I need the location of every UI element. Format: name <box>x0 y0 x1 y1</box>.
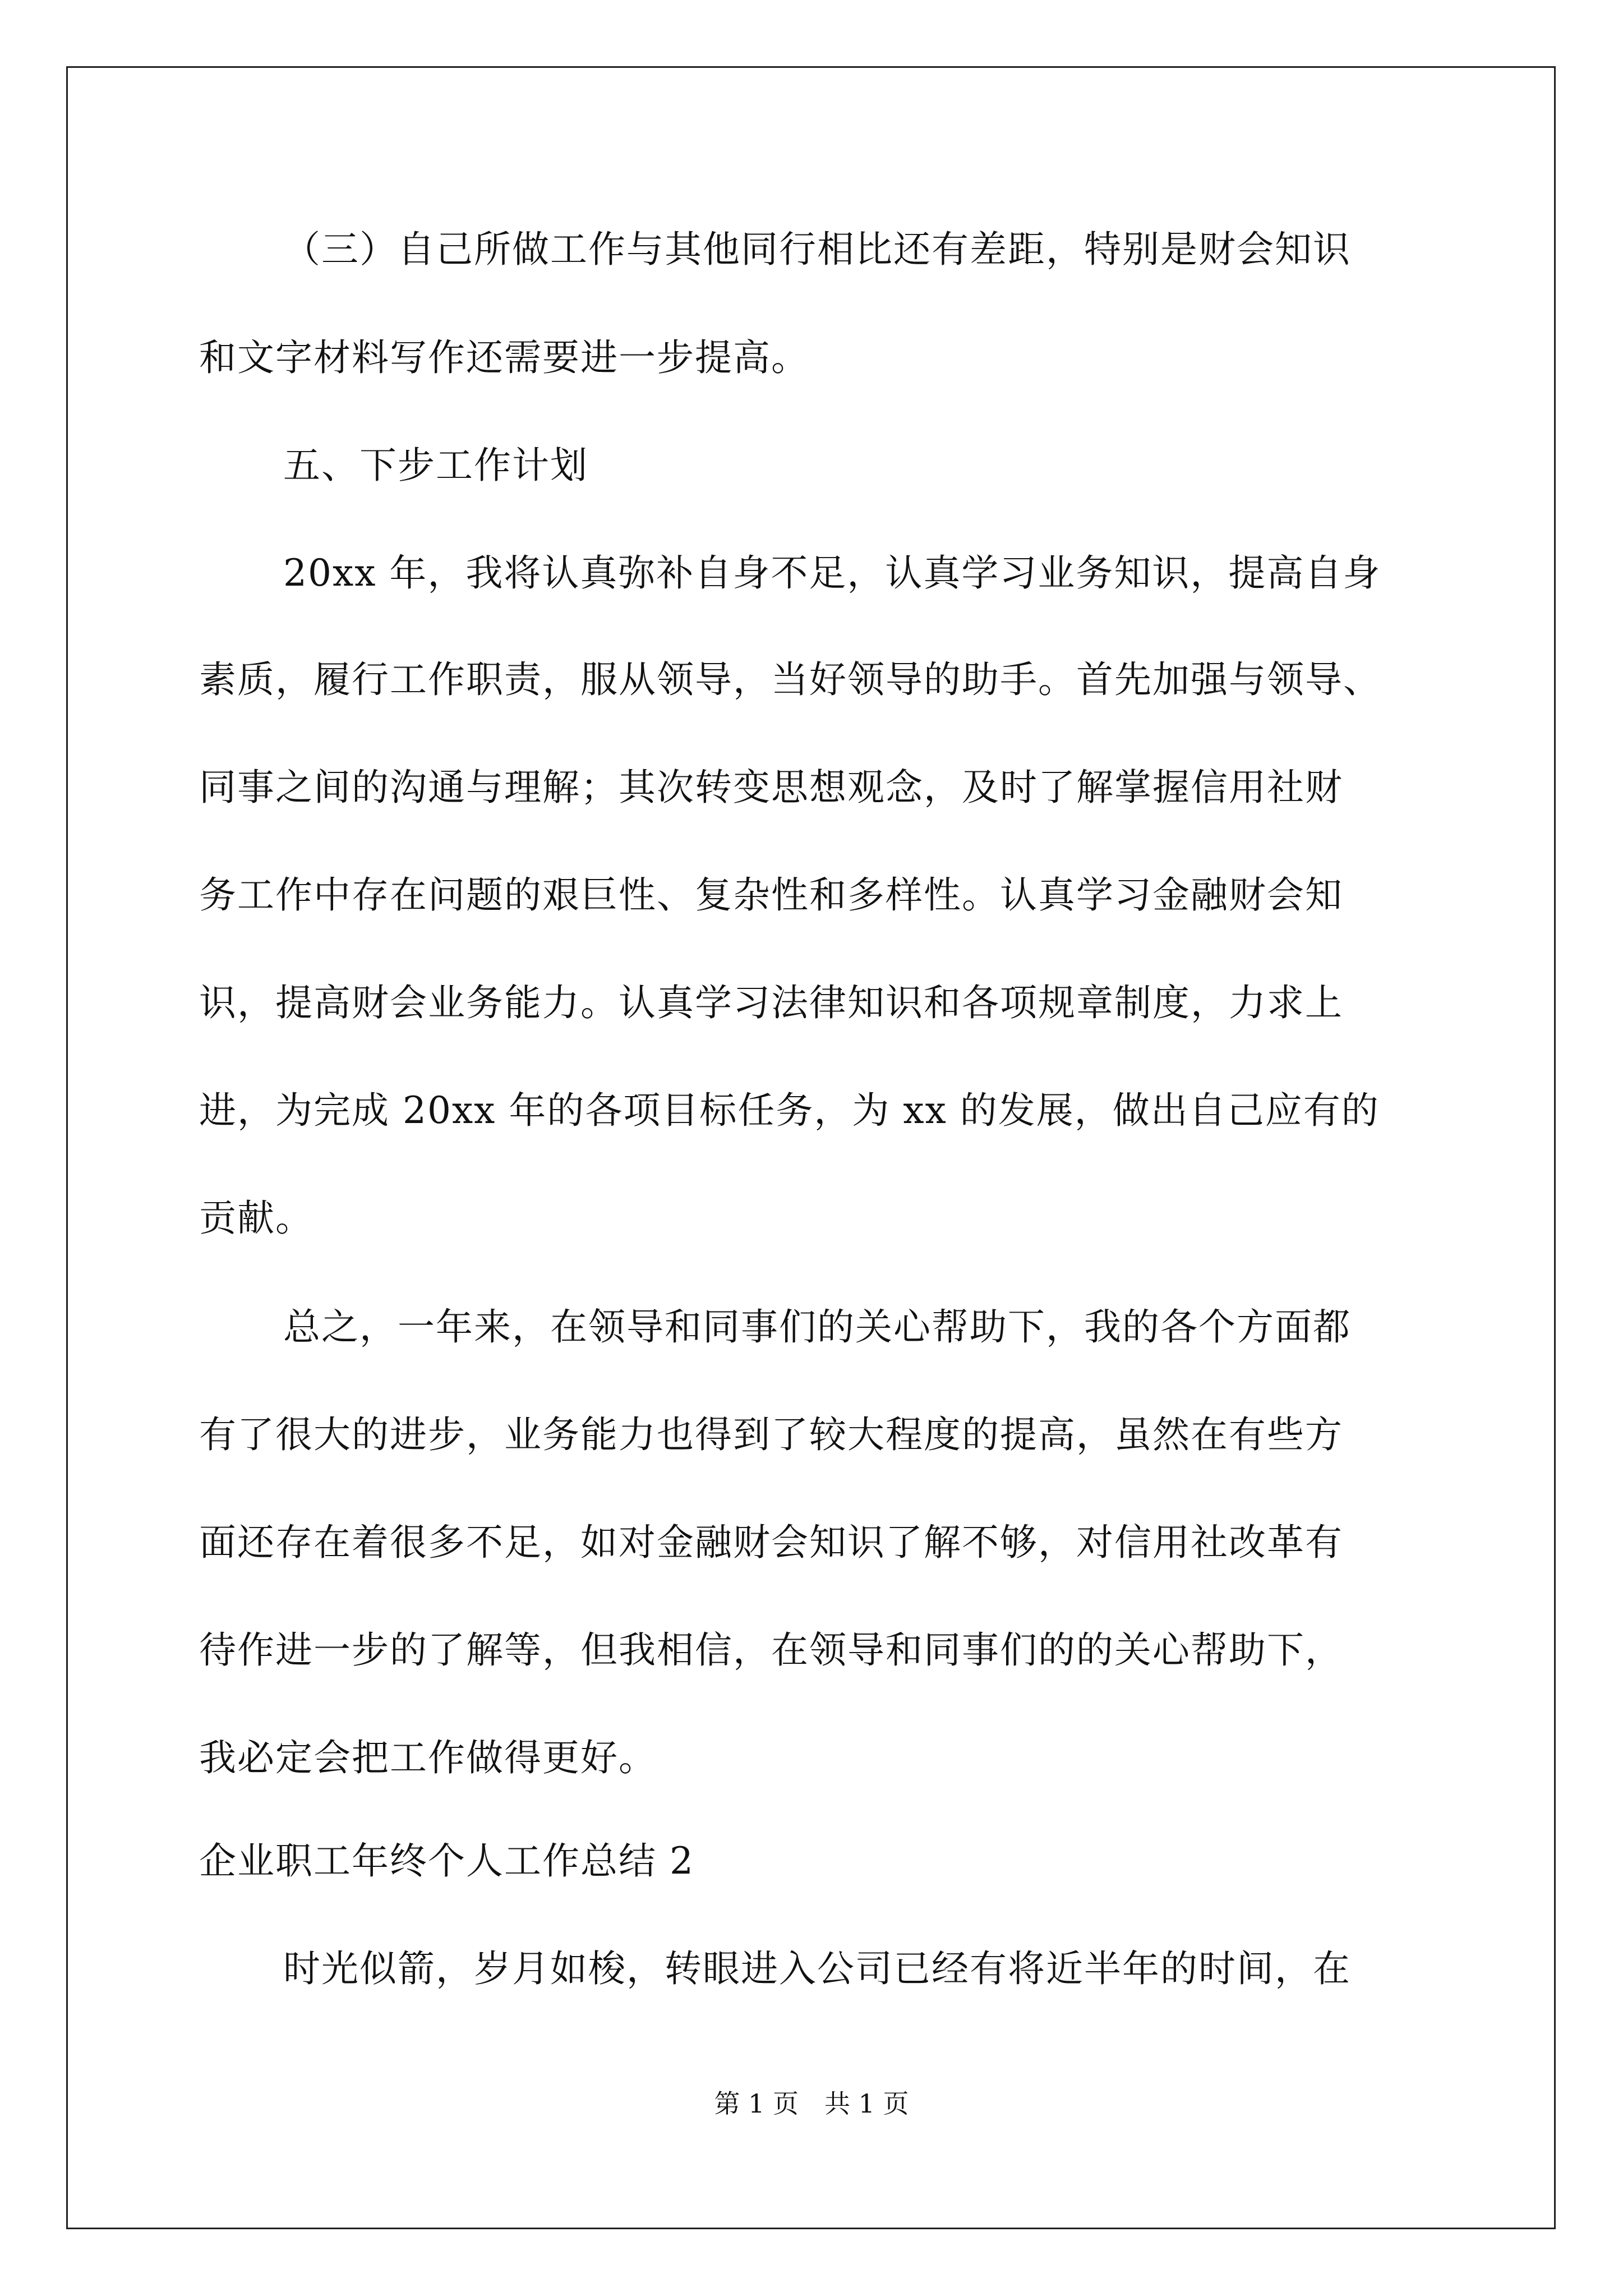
paragraph-line: 总之，一年来，在领导和同事们的关心帮助下，我的各个方面都 <box>283 1305 1351 1349</box>
paragraph-line: 贡献。 <box>199 1197 313 1240</box>
page-footer: 第 1 页 共 1 页 <box>714 2088 909 2119</box>
paragraph-line: 我必定会把工作做得更好。 <box>199 1736 657 1779</box>
section-heading: 五、下步工作计划 <box>283 444 588 487</box>
paragraph-line: 和文字材料写作还需要进一步提高。 <box>199 336 809 379</box>
page-border <box>66 66 1556 2229</box>
paragraph-line: 待作进一步的了解等，但我相信，在领导和同事们的的关心帮助下， <box>199 1628 1343 1672</box>
paragraph-line: 素质，履行工作职责，服从领导，当好领导的助手。首先加强与领导、 <box>199 658 1381 701</box>
paragraph-line: 同事之间的沟通与理解；其次转变思想观念，及时了解掌握信用社财 <box>199 766 1343 809</box>
paragraph-line: 务工作中存在问题的艰巨性、复杂性和多样性。认真学习金融财会知 <box>199 873 1343 917</box>
document-subtitle: 企业职工年终个人工作总结 2 <box>199 1839 694 1883</box>
paragraph-line: 20xx 年，我将认真弥补自身不足，认真学习业务知识，提高自身 <box>283 551 1381 595</box>
paragraph-line: 进，为完成 20xx 年的各项目标任务，为 xx 的发展，做出自己应有的 <box>199 1089 1380 1132</box>
paragraph-line: 面还存在着很多不足，如对金融财会知识了解不够，对信用社改革有 <box>199 1521 1343 1564</box>
paragraph-line: （三）自己所做工作与其他同行相比还有差距，特别是财会知识 <box>283 228 1351 271</box>
paragraph-line: 有了很大的进步，业务能力也得到了较大程度的提高，虽然在有些方 <box>199 1413 1343 1456</box>
paragraph-line: 识，提高财会业务能力。认真学习法律知识和各项规章制度，力求上 <box>199 981 1343 1024</box>
paragraph-line: 时光似箭，岁月如梭，转眼进入公司已经有将近半年的时间，在 <box>283 1947 1351 1990</box>
